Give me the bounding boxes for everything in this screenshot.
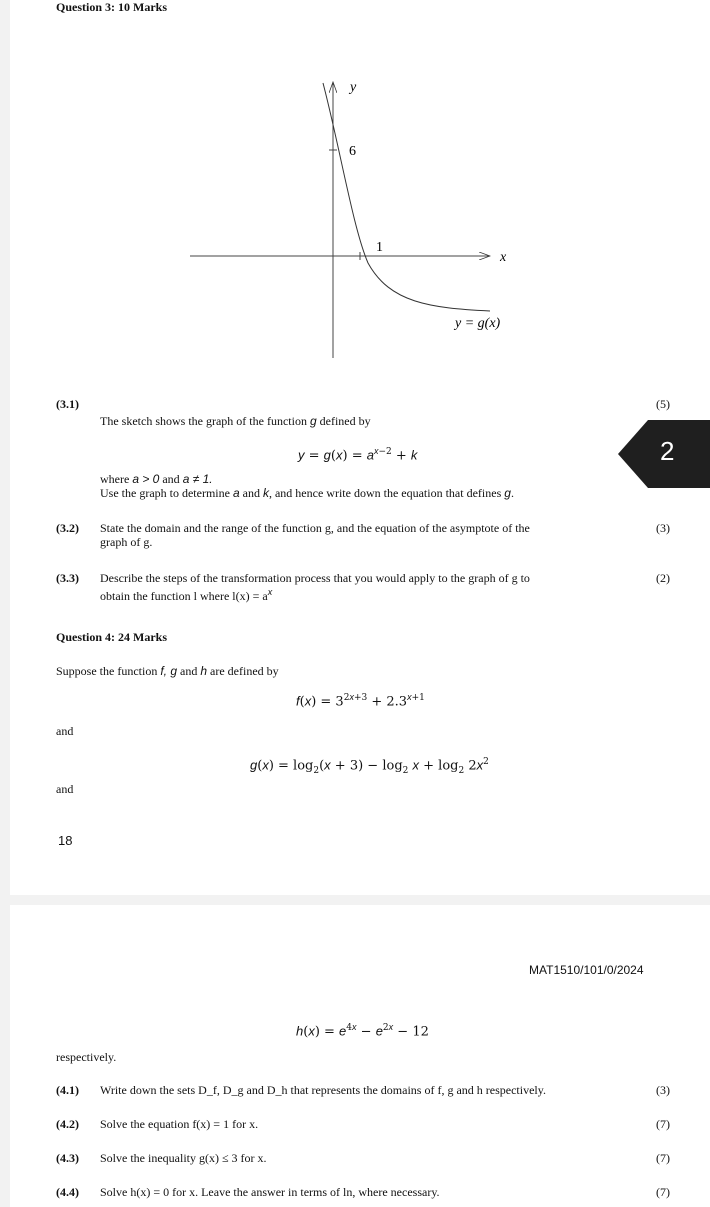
part-3-3-marks: (2) (656, 571, 670, 585)
part-3-1-instruction: Use the graph to determine a and k, and hence write down the equation that defines g. (100, 486, 514, 500)
part-4-4-text: Solve h(x) = 0 for x. Leave the answer in terms of ln, where necessary. (100, 1185, 440, 1199)
part-4-3-number: (4.3) (56, 1151, 79, 1165)
q4-heading: Question 4: 24 Marks (56, 630, 167, 644)
part-4-4-marks: (7) (656, 1185, 670, 1199)
part-3-1-intro: The sketch shows the graph of the function g defined by (100, 414, 371, 428)
equation-f: $f(x) = 3^{2x+3} + 2.3^{x+1}$ (296, 692, 425, 710)
and-2: and (56, 782, 74, 796)
part-4-2-number: (4.2) (56, 1117, 79, 1131)
and-1: and (56, 724, 74, 738)
page-indicator-badge[interactable] (618, 420, 710, 488)
page-number: 18 (58, 833, 73, 848)
part-4-3-marks: (7) (656, 1151, 670, 1165)
part-4-3-text: Solve the inequality g(x) ≤ 3 for x. (100, 1151, 267, 1165)
part-4-4-number: (4.4) (56, 1185, 79, 1199)
part-4-1-number: (4.1) (56, 1083, 79, 1097)
y-intercept-label: 6 (349, 144, 356, 159)
x-axis-label: x (500, 250, 507, 265)
y-axis-label: y (350, 80, 357, 95)
part-4-1-marks: (3) (656, 1083, 670, 1097)
part-4-1-text: Write down the sets D_f, D_g and D_h that represents the domains of f, g and h respectively. (100, 1083, 546, 1097)
part-3-3-line-1: Describe the steps of the transformation process that you would apply to the graph of g to (100, 571, 530, 585)
q4-intro: Suppose the function f, g and h are defined by (56, 664, 279, 678)
page-2 (10, 905, 710, 1207)
q3-heading: Question 3: 10 Marks (56, 0, 167, 14)
equation-h: $h(x) = e^{4x} - e^{2x} - 12$ (296, 1022, 429, 1040)
part-3-1-number: (3.1) (56, 397, 79, 411)
x-intercept-label: 1 (376, 240, 383, 255)
curve-label: y = g(x) (455, 316, 501, 331)
part-3-2-line-1: State the domain and the range of the function g, and the equation of the asymptote of the (100, 521, 530, 535)
part-3-2-marks: (3) (656, 521, 670, 535)
part-4-2-marks: (7) (656, 1117, 670, 1131)
part-3-3-line-2: obtain the function l where $l(x) = a^x$ (100, 587, 273, 603)
equation-g-log: $g(x) = \log_2(x + 3) - \log_2 x + \log_2 2x^2$ (250, 757, 489, 776)
part-3-2-number: (3.2) (56, 521, 79, 535)
part-4-2-text: Solve the equation f(x) = 1 for x. (100, 1117, 259, 1131)
course-code: MAT1510/101/0/2024 (529, 963, 644, 977)
part-3-1-marks: (5) (656, 397, 670, 411)
page-1 (10, 0, 710, 895)
graph-curve (323, 83, 490, 311)
part-3-1-conditions: where a > 0 and a ≠ 1. (100, 472, 213, 486)
badge-number: 2 (660, 436, 675, 466)
part-3-2-line-2: graph of g. (100, 535, 153, 549)
part-3-3-number: (3.3) (56, 571, 79, 585)
respectively: respectively. (56, 1050, 117, 1064)
equation-g: $y = g(x) = a^{x-2} + k$ (298, 446, 418, 464)
exponential-graph (190, 78, 520, 358)
